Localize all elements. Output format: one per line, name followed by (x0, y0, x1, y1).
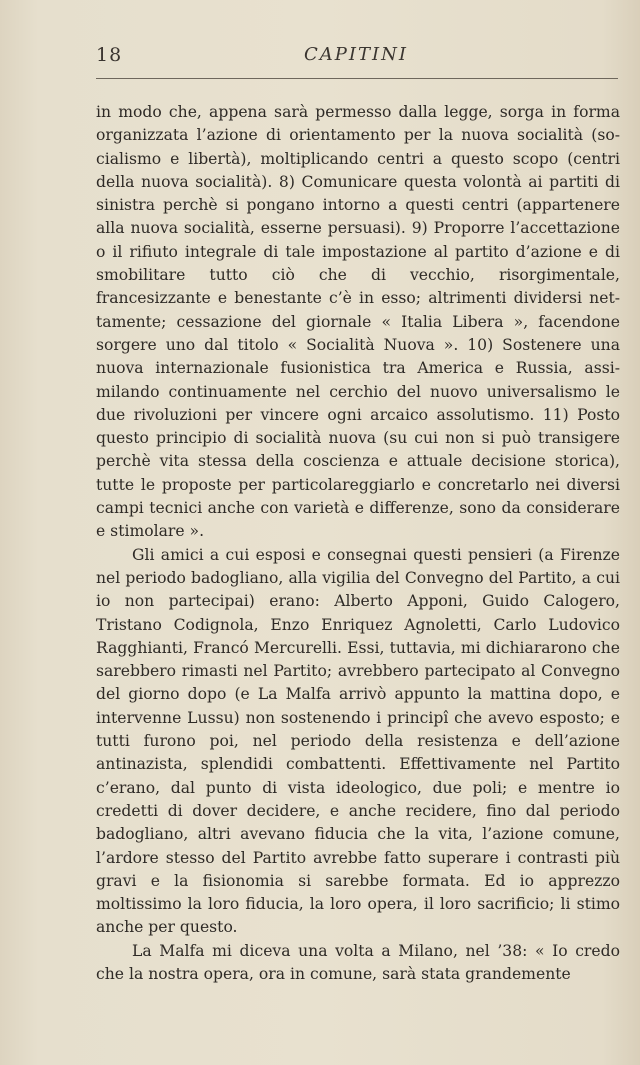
page-number: 18 (96, 44, 123, 66)
paragraph: Gli amici a cui esposi e consegnai questi pensieri (a Firenze nel periodo badogliano, alla vigilia del Convegno del Partito, a cui io non partecipai) erano: Alberto Apponi, Guido Calogero, Tristano Codignola, Enzo Enriquez Agnoletti, Carlo Ludovico Ragghianti, Francó Mercurelli. Essi, tuttavia, mi dichiararono che sarebbero rimasti nel Partito; avrebbero partecipato al Convegno del giorno dopo (e La Malfa arrivò appunto la mattina dopo, e intervenne Lussu) non sostenendo i principî che avevo esposto; e tutti furono poi, nel periodo della resistenza e dell’azione antinazista, splendidi combattenti. Effettivamente nel Partito c’erano, dal punto di vista ideologico, due poli; e mentre io credetti di dover decidere, e anche recidere, fino dal periodo badogliano, altri avevano fiducia che la vita, l’azione comune, l’ardore stesso del Partito avrebbe fatto superare i contrasti più gravi e la fisionomia si sarebbe formata. Ed io apprezzo moltissimo la loro fiducia, la loro opera, il loro sacrificio; li stimo anche per questo. (96, 545, 620, 937)
running-head: CAPITINI (304, 44, 408, 65)
paragraph-continued: in modo che, appena sarà permesso dalla legge, sorga in forma organizzata l’azione di orientamento per la nuova socialità (socialismo e libertà), moltiplicando centri a questo scopo (centri della nuova socialità). 8) Comunicare questa volontà ai partiti di sinistra perchè si pongano intorno a questi centri (appartenere alla nuova socialità, esserne persuasi). 9) Proporre l’accettazione o il rifiuto integrale di tale impostazione al partito d’azione e di smobilitare tutto ciò che di vecchio, risorgimentale, francesizzante e benestante c’è in esso; altrimenti dividersi nettamente; cessazione del giornale « Italia Libera », facendone sorgere uno dal titolo « Socialità Nuova ». 10) Sostenere una nuova internazionale fusionistica tra America e Russia, assimilando continuamente nel cerchio del nuovo universalismo le due rivoluzioni per vincere ogni arcaico assolutismo. 11) Posto questo principio di socialità nuova (su cui non si può transigere perchè vita stessa della coscienza e attuale decisione storica), tutte le proposte per particolareggiarlo e concretarlo nei diversi campi tecnici anche con varietà e differenze, sono da considerare e stimolare ». (96, 103, 620, 541)
body-text (96, 101, 620, 986)
page-header (96, 44, 616, 74)
header-rule (96, 78, 618, 79)
paragraph: La Malfa mi diceva una volta a Milano, nel ’38: « Io credo che la nostra opera, ora in comune, sarà stata grandemente (96, 941, 620, 983)
